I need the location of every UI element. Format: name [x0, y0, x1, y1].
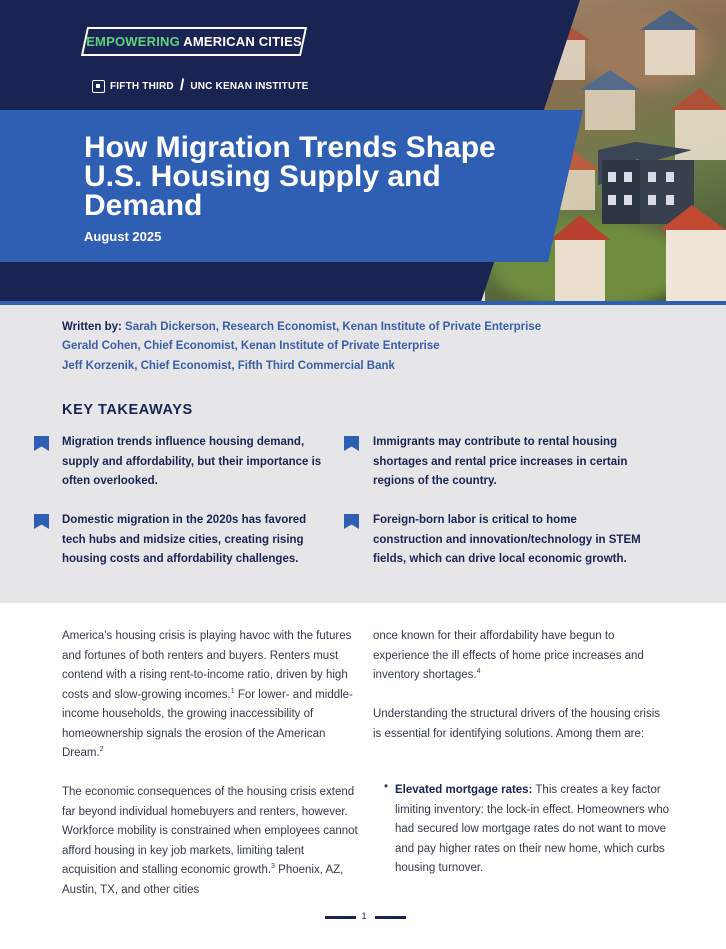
author-line-1 [62, 321, 541, 333]
empowering-cities-badge [84, 27, 304, 56]
fifth-third-name: FIFTH THIRD [110, 80, 174, 92]
paragraph: once known for their affordability have begun to experience the ill effects of home price increases and inventory shortages.$^4$ [373, 630, 644, 681]
footnote-ref: 3 [271, 863, 275, 871]
hero-banner [0, 0, 726, 305]
paragraph: The economic consequences of the housing crisis extend far beyond individual homebuyers and renters, however. Workforce mobility is constrained when employees cannot afford housing in key job markets, limiting talent acquisition and stalling economic growth.$^3$ Phoenix, AZ, Austin, TX, and other cities [62, 786, 358, 896]
footnote-ref: 1 [230, 687, 235, 695]
page-title: How Migration Trends Shape U.S. Housing Supply and Demand [84, 131, 496, 222]
bullet-item: Elevated mortgage rates: This creates a key factor limiting inventory: the lock-in effect. Homeowners who had secured low mortgage rates do not want to move and pay higher rates on their new home, which curbs housing turnover. [395, 784, 669, 874]
bookmark-icon [344, 514, 359, 529]
body-column-right [373, 627, 669, 744]
paragraph: America’s housing crisis is playing havoc with the futures and fortunes of both renters and buyers. Renters must contend with a rising rent-to-income ratio, driven by high costs and slow-growing incomes.$^1$ For lower- and middle-income households, the growing inaccessibility of homeownership signals the erosion of the American Dream.$^2$ [62, 630, 353, 759]
paragraph: Understanding the structural drivers of the housing crisis is essential for identifying solutions. Among them are: [373, 708, 661, 740]
author-line-2: Gerald Cohen, Chief Economist, Kenan Institute of Private Enterprise [62, 340, 440, 352]
takeaway-1: Migration trends influence housing demand, supply and affordability, but their importance is often overlooked. [62, 436, 322, 487]
key-takeaways-heading: KEY TAKEAWAYS [62, 402, 193, 418]
page-number: 1 [361, 911, 367, 921]
takeaway-2: Immigrants may contribute to rental housing shortages and rental price increases in certain regions of the country. [373, 436, 628, 487]
bookmark-icon [344, 436, 359, 451]
badge-text: AMERICAN CITIES [179, 34, 302, 49]
takeaway-3: Domestic migration in the 2020s has favored tech hubs and midsize cities, creating rising housing costs and affordability challenges. [62, 514, 307, 565]
footnote-ref: 4 [476, 668, 481, 676]
logo-divider: / [179, 77, 185, 94]
author-line-3: Jeff Korzenik, Chief Economist, Fifth Third Commercial Bank [62, 360, 395, 372]
bullet-icon: • [384, 781, 389, 793]
bookmark-icon [34, 436, 49, 451]
page-bar-left [325, 916, 356, 919]
publication-date: August 2025 [84, 229, 162, 244]
written-by-label: Written by: [62, 321, 122, 333]
bullet-label: Elevated mortgage rates: [395, 784, 533, 796]
fifth-third-logo-icon [92, 80, 105, 93]
author-1: Sarah Dickerson, Research Economist, Kenan Institute of Private Enterprise [125, 321, 542, 333]
summary-panel [0, 305, 726, 603]
unc-kenan-name: UNC KENAN INSTITUTE [190, 80, 309, 92]
bookmark-icon [34, 514, 49, 529]
partner-logos [92, 77, 309, 95]
footnote-ref: 2 [99, 746, 104, 754]
badge-accent-text: EMPOWERING [86, 34, 180, 49]
takeaway-4: Foreign-born labor is critical to home construction and innovation/technology in STEM fields, which can drive local economic growth. [373, 514, 641, 565]
page-bar-right [375, 916, 406, 919]
body-column-left [62, 627, 358, 900]
